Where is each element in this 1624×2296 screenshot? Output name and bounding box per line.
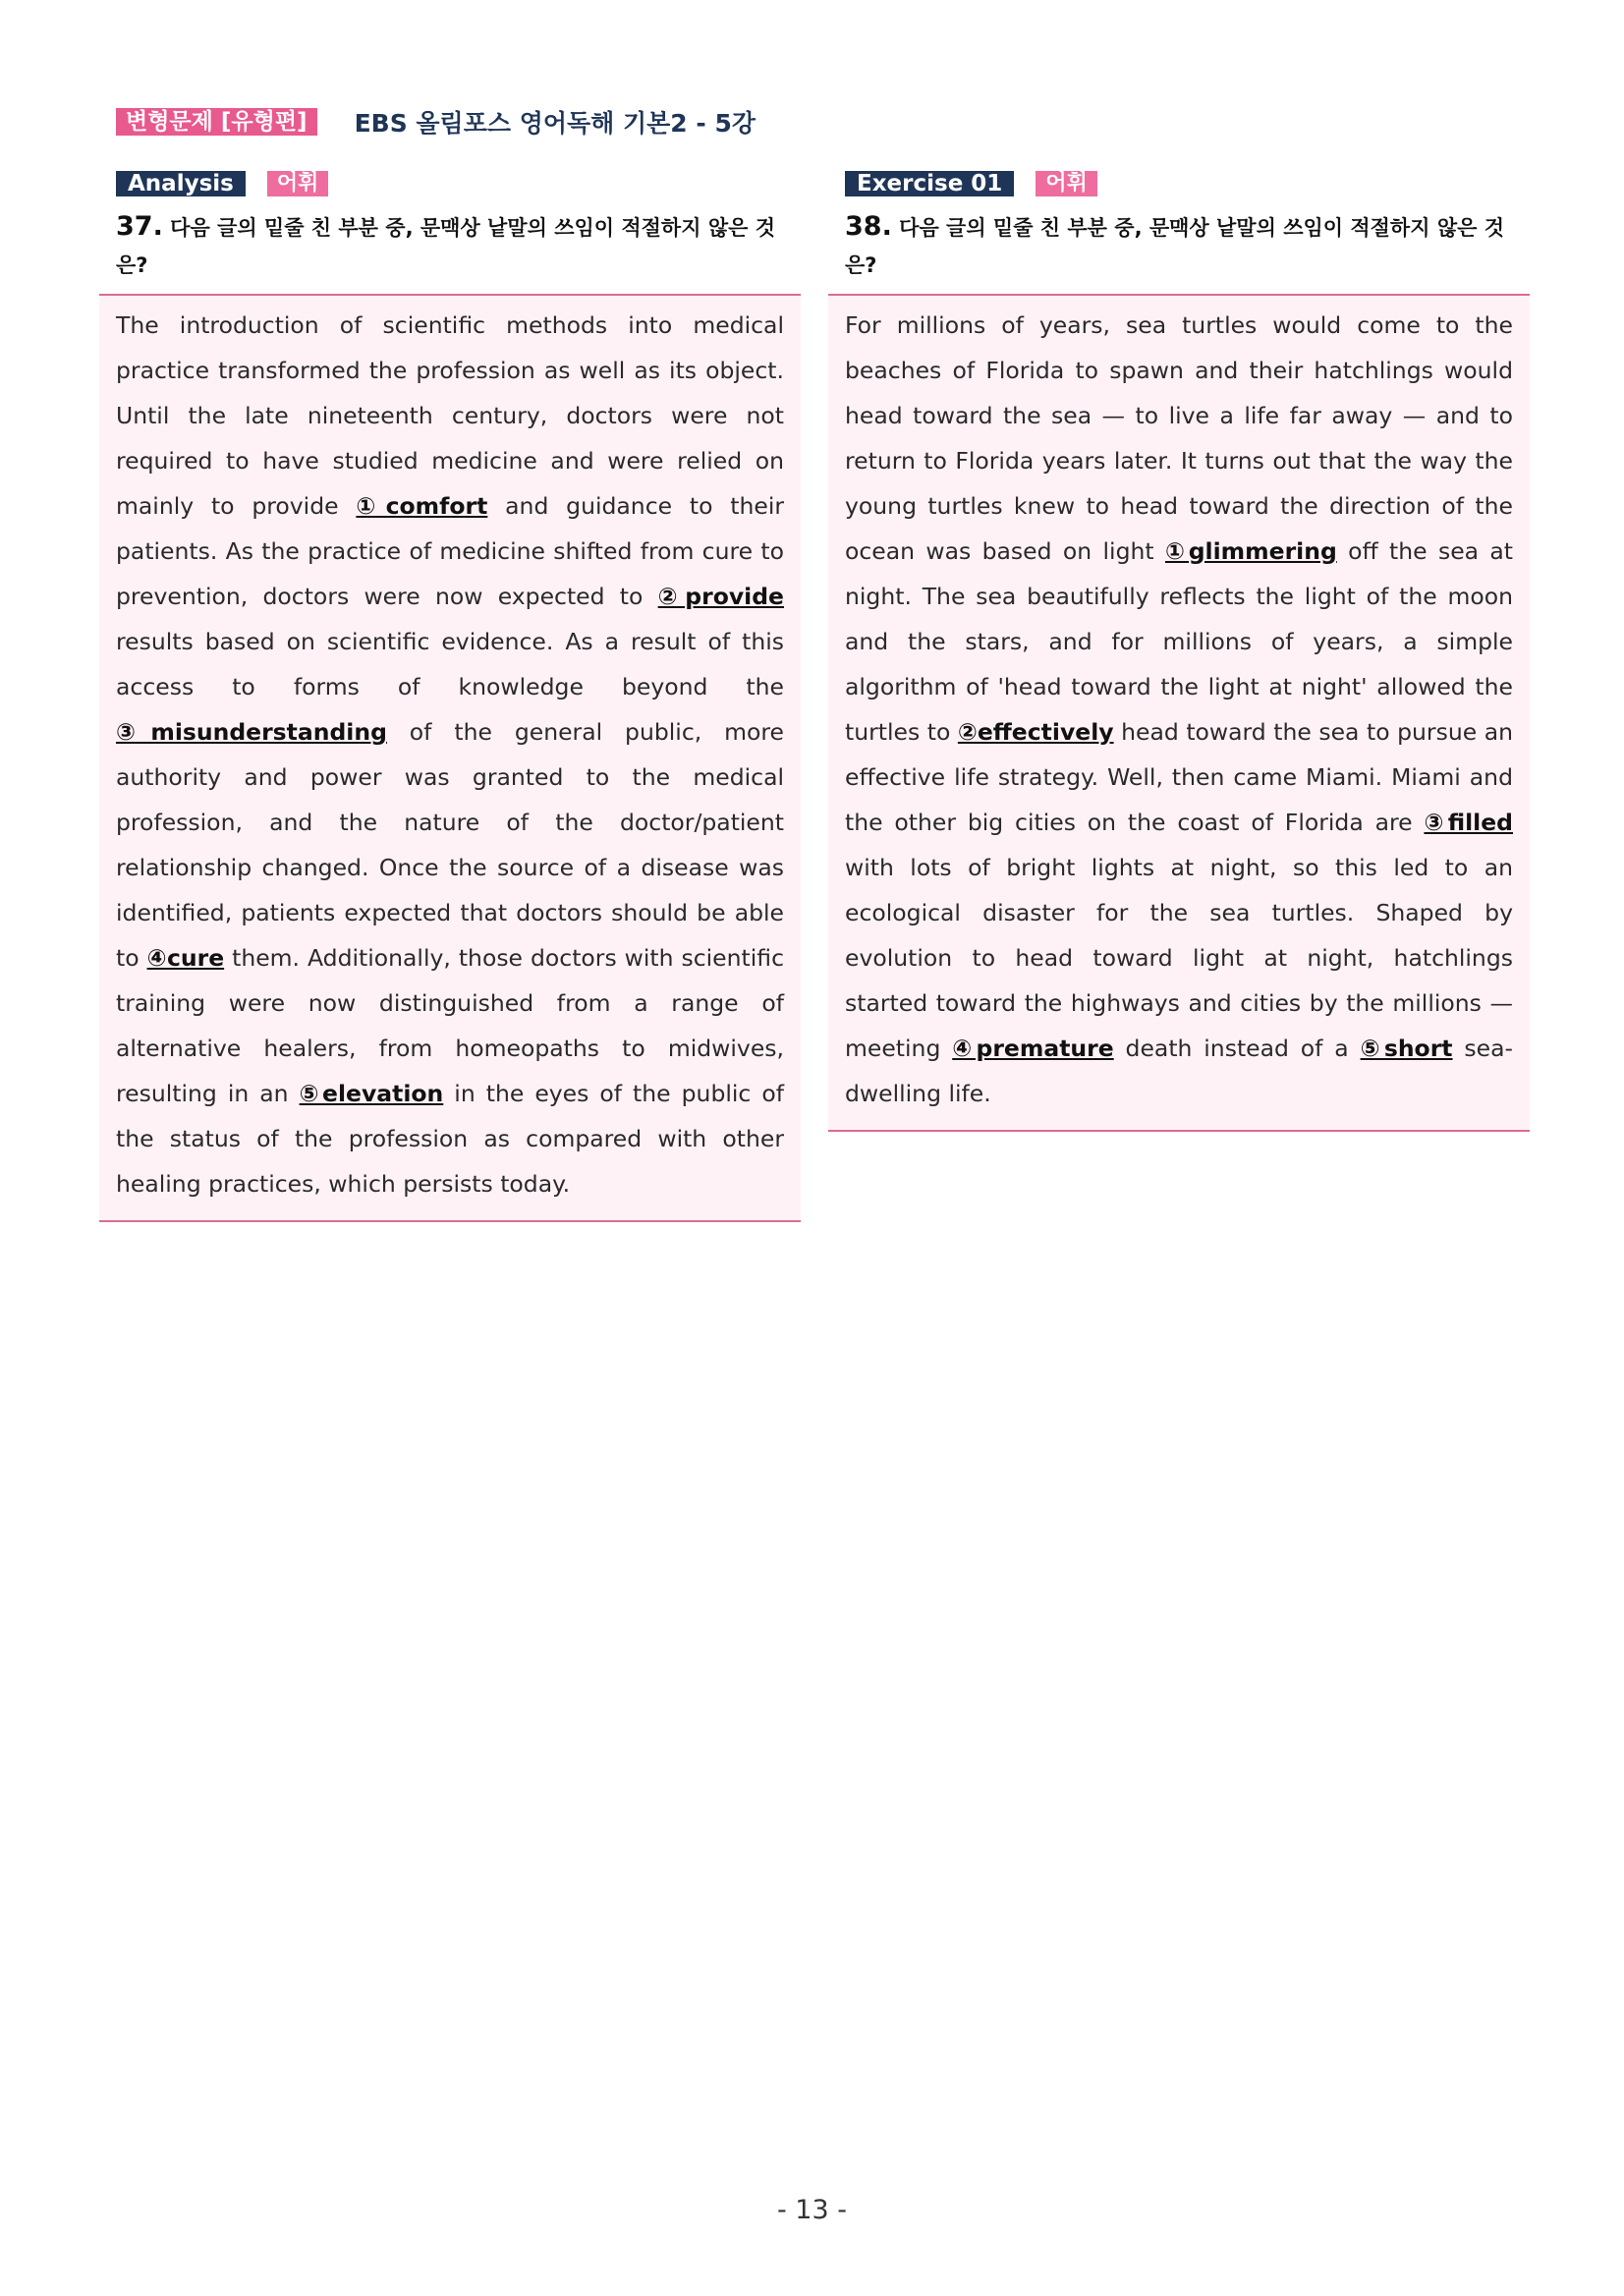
question-labels <box>828 171 1530 196</box>
passage-text: of the general public, more authority and power was granted to the medical profession, and the nature of the doctor/patient relationship changed. Once the source of a disease was identified, patients expected that doctors should be able to <box>116 718 784 972</box>
underlined-word: ④premature <box>952 1035 1114 1062</box>
page-number: - 13 - <box>776 2195 847 2225</box>
underlined-word: ④cure <box>146 944 225 972</box>
passage-text: death instead of a <box>1113 1035 1361 1062</box>
exercise-label: Exercise 01 <box>845 171 1014 196</box>
passage-text: them. Additionally, those doctors with scientific training were now distinguished from a range of alternative healers, from homeopaths to midwives, resulting in an <box>116 944 784 1107</box>
underlined-word: ⑤short <box>1360 1035 1453 1062</box>
passage-text: The introduction of scientific methods into medical practice transformed the profession as well as its object. Until the late nineteenth century, doctors were not required to have studied medicine and were relied on mainly to provide <box>116 311 784 520</box>
question-text: 다음 글의 밑줄 친 부분 중, 문맥상 낱말의 쓰임이 적절하지 않은 것은? <box>845 216 1504 277</box>
passage-text: and guidance to their patients. As the practice of medicine shifted from cure to prevention, doctors were now expected to <box>116 492 785 610</box>
passage-text: with lots of bright lights at night, so this led to an ecological disaster for the sea turtles. Shaped by evolution to head toward light at night, hatchlings started toward the highways and cities by the millions — meeting <box>845 854 1513 1062</box>
passage-text: off the sea at night. The sea beautifully reflects the light of the moon and the stars, and for millions of years, a simple algorithm of 'head toward the light at night' allowed the turtles to <box>845 537 1514 746</box>
underlined-word: ⑤elevation <box>299 1080 444 1107</box>
underlined-word: ③misunderstanding <box>116 718 387 746</box>
question-text: 다음 글의 밑줄 친 부분 중, 문맥상 낱말의 쓰임이 적절하지 않은 것은? <box>116 216 775 277</box>
passage-text: results based on scientific evidence. As a result of this access to forms of knowledge beyond the <box>116 628 784 700</box>
question-prompt <box>99 208 794 284</box>
analysis-label: Analysis <box>116 171 246 196</box>
underlined-word: ①comfort <box>356 492 488 520</box>
passage-text: For millions of years, sea turtles would come to the beaches of Florida to spawn and their hatchlings would head toward the sea — to live a life far away — and to return to Florida years later. It turns out that the way the young turtles knew to head toward the direction of the ocean was based on light <box>845 311 1513 565</box>
question-labels <box>99 171 801 196</box>
passage-text: head toward the sea to pursue an effective life strategy. Well, then came Miami. Miami and the other big cities on the coast of Florida are <box>845 718 1513 836</box>
underlined-word: ②effectively <box>957 718 1114 746</box>
question-number: 38. <box>845 211 892 242</box>
underlined-word: ①glimmering <box>1164 537 1337 565</box>
vocabulary-label: 어휘 <box>267 171 329 196</box>
page-header <box>116 104 756 140</box>
question-number: 37. <box>116 211 163 242</box>
question-37-column <box>99 171 801 1222</box>
underlined-word: ②provide <box>657 583 784 610</box>
category-tag: 변형문제 [유형편] <box>116 108 317 136</box>
question-prompt <box>828 208 1523 284</box>
vocabulary-label: 어휘 <box>1036 171 1097 196</box>
page-title: EBS 올림포스 영어독해 기본2 - 5강 <box>354 109 756 138</box>
passage-text: in the eyes of the public of the status of the profession as compared with other healing practices, which persists today. <box>116 1080 785 1198</box>
passage-text: sea-dwelling life. <box>845 1035 1513 1107</box>
passage-37 <box>99 294 801 1222</box>
question-38-column <box>828 171 1530 1132</box>
underlined-word: ③filled <box>1424 809 1513 836</box>
passage-38 <box>828 294 1530 1132</box>
